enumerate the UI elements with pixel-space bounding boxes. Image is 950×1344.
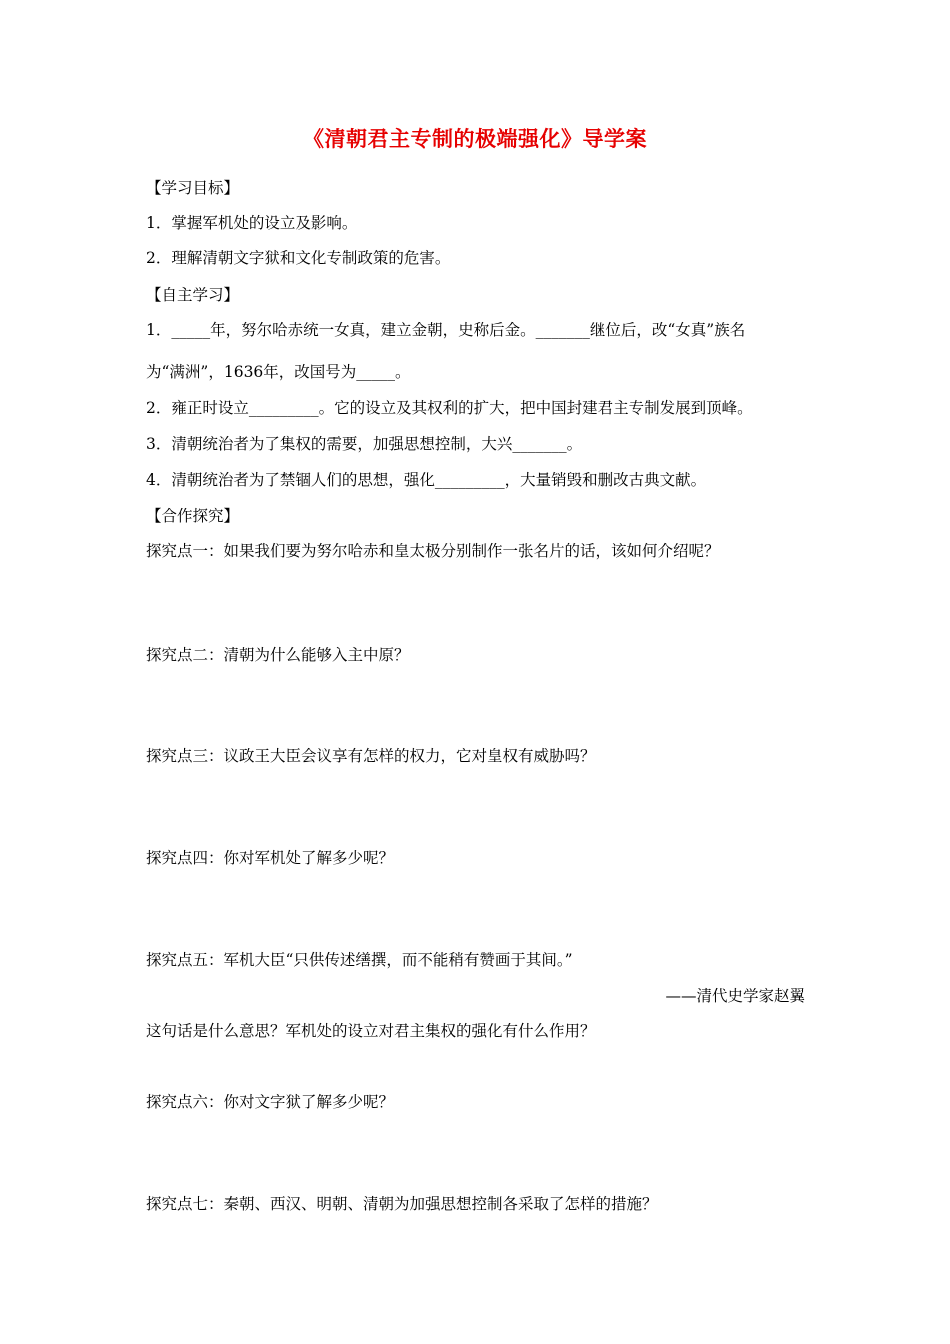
- explore-point-5-source: ——清代史学家赵翼: [665, 987, 805, 1005]
- explore-point-7: 探究点七：秦朝、西汉、明朝、清朝为加强思想控制各采取了怎样的措施？: [146, 1195, 658, 1213]
- self-study-q4: 4．清朝统治者为了禁锢人们的思想，强化_________，大量销毁和删改古典文献。: [146, 471, 707, 489]
- self-study-q2: 2．雍正时设立_________。它的设立及其权利的扩大，把中国封建君主专制发展到顶峰。: [146, 399, 753, 417]
- self-study-q1-line1: 1．_____年，努尔哈赤统一女真，建立金朝，史称后金。_______继位后，改“女真”族名: [146, 321, 746, 339]
- explore-point-3: 探究点三：议政王大臣会议享有怎样的权力，它对皇权有威胁吗？: [146, 747, 596, 765]
- explore-heading: 【合作探究】: [146, 507, 240, 525]
- goal-item-1: 1．掌握军机处的设立及影响。: [146, 214, 358, 232]
- self-study-q1-line2: 为“满洲”，1636年，改国号为_____。: [146, 363, 411, 381]
- self-study-heading: 【自主学习】: [146, 286, 240, 304]
- goals-heading: 【学习目标】: [146, 179, 240, 197]
- explore-point-1: 探究点一：如果我们要为努尔哈赤和皇太极分别制作一张名片的话，该如何介绍呢？: [146, 542, 720, 560]
- explore-point-2: 探究点二：清朝为什么能够入主中原？: [146, 646, 410, 664]
- explore-point-4: 探究点四：你对军机处了解多少呢？: [146, 849, 395, 867]
- explore-point-5-quote: 探究点五：军机大臣“只供传述缮撰，而不能稍有赞画于其间。”: [146, 951, 573, 969]
- explore-point-6: 探究点六：你对文字狱了解多少呢？: [146, 1093, 395, 1111]
- self-study-q3: 3．清朝统治者为了集权的需要，加强思想控制，大兴_______。: [146, 435, 583, 453]
- explore-point-5-question: 这句话是什么意思？军机处的设立对君主集权的强化有什么作用？: [146, 1022, 596, 1040]
- page-title: 《清朝君主专制的极端强化》导学案: [303, 127, 647, 151]
- goal-item-2: 2．理解清朝文字狱和文化专制政策的危害。: [146, 249, 451, 267]
